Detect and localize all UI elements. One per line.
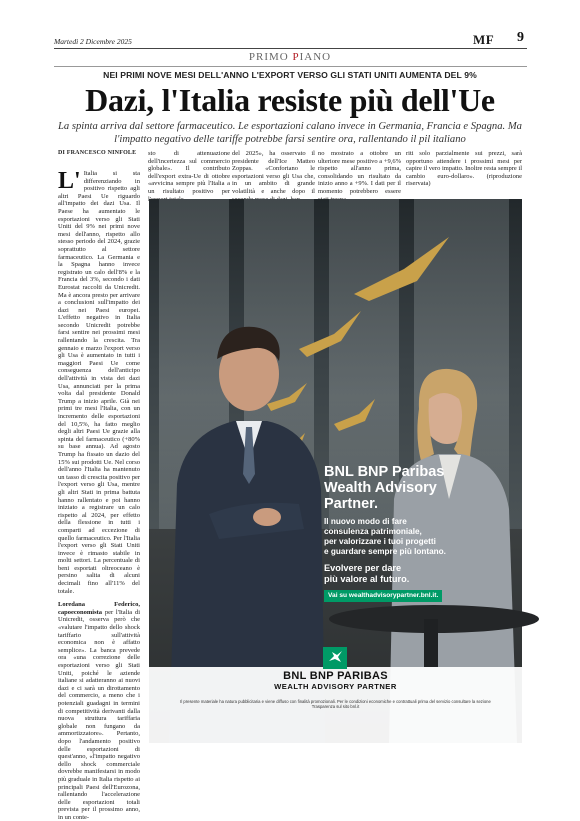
ad-body-line-1: Il nuovo modo di fare — [324, 517, 407, 526]
ad-logo-subtitle: WEALTH ADVISORY PARTNER — [274, 682, 397, 691]
lead-name: Loredana Federico, capoeconomista — [58, 601, 140, 616]
page-date: Martedì 2 Dicembre 2025 — [54, 37, 132, 46]
article-kicker: NEI PRIMI NOVE MESI DELL'ANNO L'EXPORT VERSO GLI STATI UNITI AUMENTA DEL 9% — [103, 70, 477, 80]
article-title: Dazi, l'Italia resiste più dell'Ue — [85, 82, 495, 118]
ad-brand-headline — [324, 464, 504, 512]
drop-cap: L' — [58, 168, 81, 194]
ad-legal-text: Il presente materiale ha natura pubblicitaria e viene diffuso con finalità promozionali. Per le condizioni economiche e contrattuali prima del servizio consultare la sezione Trasparenza sul sito bnl.it — [180, 699, 491, 710]
ad-body-line-3: per valorizzare i tuoi progetti — [324, 537, 436, 546]
ad-cta-line-1: Evolvere per dare — [324, 563, 402, 573]
ad-body-line-2: consulenza patrimoniale, — [324, 527, 422, 536]
article-subtitle: La spinta arriva dal settore farmaceutico. Le esportazioni calano invece in Germania, Francia e Spagna. Ma l'impatto negativo delle tariffe potrebbe farsi sentire ora, rallentando il pil italiano — [58, 121, 522, 145]
column-1-text: Italia si sta differenziando in positivo rispetto agli altri Paesi Ue riguardo all'impatto dei dazi Usa. Il Paese ha aumentato le esportazioni verso gli Stati Uniti del 9% nei primi nove mesi dell'anno, rispetto allo stesso periodo del 2024, grazie soprattutto al settore farmaceutico. La Germania e la Spagna hanno invece registrato un calo dell'8% e la Francia del 3%, secondo i dati Eurostat raccolti da Unicredit. Ma è ancora presto per arrivare a conclusioni sull'impatto dei dazi nei Paesi europei. L'effetto negativo in Italia secondo Unicredit potrebbe farsi sentire nei prossimi mesi rallentando la crescita. Tra gennaio e marzo l'export verso gli Usa è aumentato in tutti i maggiori Paesi Ue come conseguenza dell'anticipo dell'attività in vista dei dazi Usa, annunciati per la prima volta dal presidente Donald Trump a inizio aprile. Già nei primi tre mesi l'Italia, con un incremento delle esportazioni del 10,5%, ha fatto meglio degli altri Paesi Ue grazie alla spinta del farmaceutico (+80% su base annua). Ad agosto Trump ha fissato un dazio del 15% sui prodotti Ue. Nel corso dell'anno l'Italia ha mantenuto un tasso di crescita positivo per l'export verso gli Usa, mentre gli altri Stati in prima battuta hanno rallentato e poi hanno iniziato a registrare un calo rispetto al 2024, per effetto della flessione in tutti i comparti ad eccezione di quello farmaceutico. Per l'Italia l'export verso gli Stati Uniti invece è rimasto stabile in molti settori. La percentuale di beni esportati oltreoceano è persino salita di alcuni decimali fino all'11% del totale. — [58, 170, 140, 595]
article-column-1 — [58, 168, 140, 821]
ad-logo-name: BNL BNP PARIBAS — [283, 670, 388, 682]
article-column-2: sto di attenuazione dell'incertezza sul commercio globale». Il contributo dell'export extra-Ue di ottobre «avvicina sempre più l'Italia a un risultato positivo per — [148, 150, 230, 195]
newspaper-logo: MF — [473, 32, 495, 47]
ad-brand-line-1: BNL BNP Paribas — [324, 464, 445, 480]
article-byline: DI FRANCESCO NINFOLE — [58, 150, 137, 156]
section-suffix: IANO — [299, 51, 332, 63]
bnl-logo-icon — [323, 647, 347, 669]
header-rule — [54, 48, 527, 49]
ad-cta-copy — [324, 563, 499, 584]
section-label — [0, 51, 580, 63]
ad-website-link[interactable]: Vai su wealthadvisorypartner.bnl.it. — [324, 590, 442, 602]
ad-brand-line-2: Wealth Advisory — [324, 480, 437, 496]
ad-body-copy — [324, 517, 509, 557]
article-column-3: del 2025», ha osservato il presidente dell'Ice Matteo Zoppas. «Confortano le esportazioni verso gli Usa che, in un ambito di grande volatilità e anche dopo il — [232, 150, 315, 195]
ad-brand-line-3: Partner. — [324, 496, 378, 512]
section-letter: P — [292, 51, 300, 63]
page-number: 9 — [517, 30, 524, 45]
article-column-5: riti solo parzialmente sui prezzi, sarà opportuno attendere i prossimi mesi per capire il vero impatto. Inoltre resta sempre il cambio euro-dollaro». (riproduzione riservata) — [406, 150, 522, 188]
bnl-advertisement[interactable] — [149, 199, 522, 743]
section-prefix: PRIMO — [248, 51, 293, 63]
article-column-4: no mostrato a ottobre un ulteriore mese positivo a +9,6% rispetto all'anno prima, consolidando un risultato da inizio anno a +9%. I dati per il momento potrebbero essere — [318, 150, 401, 195]
section-rule — [54, 66, 527, 67]
ad-body-line-4: e guardare sempre più lontano. — [324, 547, 446, 556]
column-1-text-2: per l'Italia di Unicredit, osserva però che «valutare l'impatto dello shock tariffario sull'attività economica non è affatto semplice». La banca prevede ora «una correzione delle esportazioni verso gli Stati Uniti, poiché le aziende italiane si adatteranno ai nuovi dazi e ci sarà un dirottamento del commercio, a meno che i potenziali guadagni in termini di competitività derivanti dalla nuova struttura tariffaria globale non fungano da ammortizzatore». Pertanto, dopo l'andamento positivo delle esportazioni di quest'anno, «l'impatto negativo dello shock commerciale dovrebbe manifestarsi in modo più graduale in Italia rispetto ai principali Paesi dell'Eurozona, rallentando l'accelerazione delle esportazioni totali prevista per il prossimo anno, in un conte- — [58, 608, 140, 821]
ad-cta-line-2: più valore al futuro. — [324, 573, 410, 584]
